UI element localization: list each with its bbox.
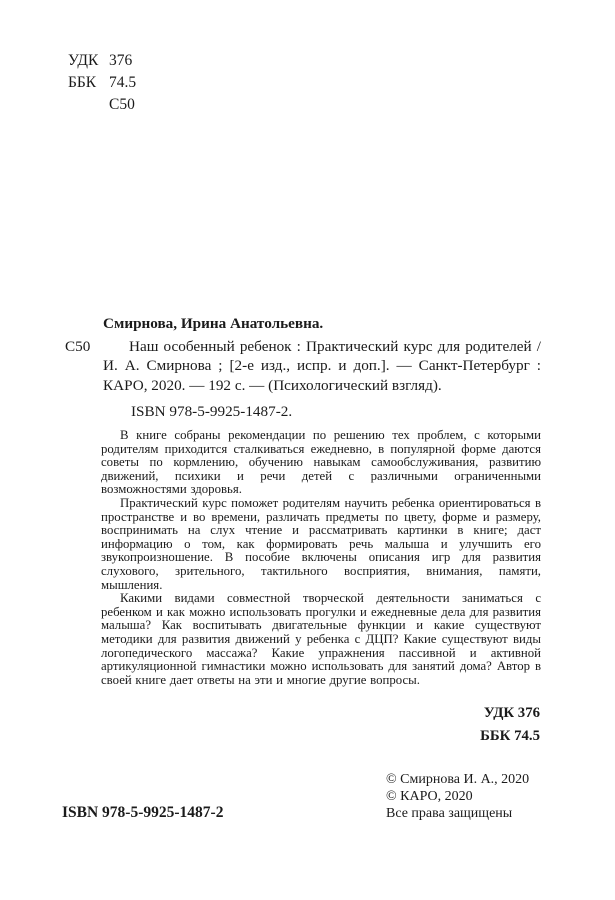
udk-label: УДК: [68, 52, 99, 69]
annotation-paragraph-2: Практический курс поможет родителям научить ребенка ориентироваться в пространстве и во времени, различать предметы по цвету, форме и размеру, воспринимать на слух чтение и рассматривать картинки в книге; даст информацию о том, как формировать речь малыша и улучшить его звукопроизношение. В пособие включены описания игр для развития слухового, зрительного, тактильного восприятия, внимания, памяти, мышления.: [101, 495, 541, 592]
bbk-row: [68, 72, 136, 94]
bbk-value: 74.5: [109, 74, 137, 91]
isbn-line: ISBN 978-5-9925-1487-2.: [131, 403, 293, 420]
author-sign-row: [68, 94, 136, 116]
udk-bottom: УДК 376: [483, 705, 540, 721]
annotation-paragraph-3: Какими видами совместной творческой деятельности заниматься с ребенком и как можно использовать прогулки и ежедневные дела для развития малыша? Как воспитывать двигательные функции и какие существуют методики для развития движений у ребенка с ДЦП? Какие существуют виды логопедического массажа? Какие упражнения пассивной и активной артикуляционной гимнастики можно использовать для занятий дома? Автор в своей книге дает ответы на эти и многие другие вопросы.: [101, 591, 541, 687]
classification-top: [68, 50, 136, 116]
author-sign: С50: [109, 96, 135, 113]
author-heading: Смирнова, Ирина Анатольевна.: [103, 315, 324, 332]
copyright-publisher: © КАРО, 2020: [386, 788, 473, 804]
annotation: [101, 429, 541, 687]
author-sign-spacer: [68, 94, 109, 116]
udk-row: [68, 50, 136, 72]
rights-reserved: Все права защищены: [386, 805, 513, 821]
annotation-paragraph-1: В книге собраны рекомендации по решению тех проблем, с которыми родителям приходится сталкиваться ежедневно, в популярной форме даются советы по кормлению, обучению навыкам самообслуживания, развитию движений, психики и речи детей с различными ограниченными возможностями здоровья.: [101, 428, 541, 497]
bbk-label: ББК: [68, 74, 97, 91]
catalog-code: С50: [65, 337, 91, 355]
bbk-bottom: ББК 74.5: [480, 728, 540, 744]
classification-bottom: [480, 702, 540, 748]
copyright-author: © Смирнова И. А., 2020: [386, 772, 530, 787]
bibliographic-description: Наш особенный ребенок : Практический курс для родителей / И. А. Смирнова ; [2-е изд., испр. и доп.]. — Санкт-Петербург : КАРО, 2020. — 192 с. — (Психологический взгляд).: [103, 337, 541, 394]
catalog-entry: [63, 314, 541, 422]
copyright-block: [386, 772, 529, 822]
bibliographic-row: [63, 337, 541, 396]
isbn-bottom: ISBN 978-5-9925-1487-2: [62, 804, 224, 821]
udk-value: 376: [109, 52, 133, 69]
